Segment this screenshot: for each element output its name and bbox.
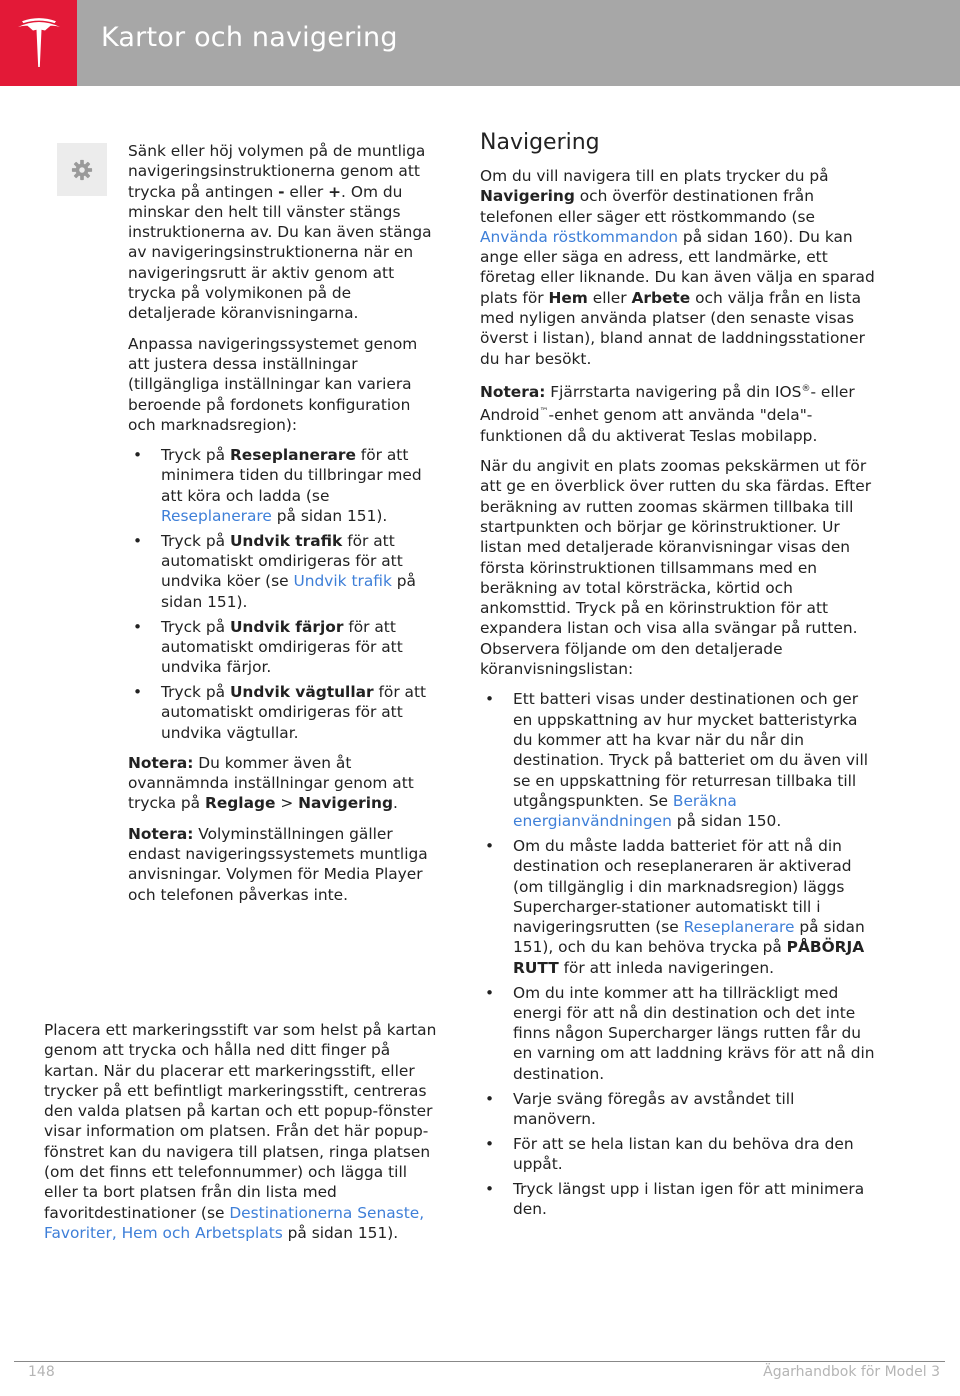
- link-reseplanerare[interactable]: Reseplanerare: [683, 918, 795, 937]
- link-undvik-trafik[interactable]: Undvik trafik: [293, 572, 392, 591]
- note-paragraph: Notera: Du kommer även åt ovannämnda inställningar genom att trycka på Reglage > Navigering.: [128, 753, 414, 813]
- section-heading: Navigering: [480, 130, 600, 155]
- route-overview-paragraph: När du angivit en plats zoomas pekskärmen ut för att ge en överblick över rutten du ska färdas. Efter beräkning av rutten zoomas skärmen tillbaka till startpunkten och börjar ge körinstruktioner. Ur listan med detaljerade köranvisningar visas den första körinstruktionen tillsammans med en beräkning av total körsträcka, körtid och ankomsttid. Tryck på en körinstruktion för att expandera listan och visa alla svängar på rutten. Observera följande om den detaljerade köranvisningslistan:: [480, 457, 872, 679]
- note-paragraph: Notera: Fjärrstarta navigering på din IOS®- eller Android™-enhet genom att använda "dela"-funktionen då du aktiverat Teslas mobilapp.: [480, 383, 855, 445]
- page-header: [0, 0, 960, 86]
- marker-pin-paragraph: Placera ett markeringsstift var som helst på kartan genom att trycka och hålla ned ditt finger på kartan. När du placerar ett markeringsstift, eller trycker på ett befintligt markeringsstift, centreras den valda platsen på kartan och ett popup-fönster visar information om platsen. Från det här popup-fönstret kan du navigera till platsen, ringa platsen (om det finns ett telefonnummer) och lägga till eller ta bort platsen från din lista med favoritdestinationer (se Destinationerna Senaste, Favoriter, Hem och Arbetsplats på sidan 151).: [44, 1021, 437, 1242]
- list-item: • Tryck längst upp i listan igen för att minimera den.: [480, 1179, 880, 1220]
- list-item: • Ett batteri visas under destinationen och ger en uppskattning av hur mycket batteristyrka du kommer att ha kvar när du når din destination. Tryck på batteriet om du även vill se en uppskattning för returresan tillbaka till utgångspunkten. Se Beräkna energianvändningen på sidan 150.: [480, 689, 880, 831]
- link-energy-usage[interactable]: Beräkna energianvändningen: [513, 791, 737, 831]
- directions-list: [480, 689, 880, 1219]
- settings-list: [128, 445, 438, 743]
- list-item: • För att se hela listan kan du behöva dra den uppåt.: [480, 1134, 880, 1175]
- footer-title: Ägarhandbok för Model 3: [763, 1364, 940, 1380]
- navigation-section: [480, 128, 880, 1229]
- list-item: • Varje sväng föregås av avståndet till manövern.: [480, 1089, 880, 1130]
- page-number: 148: [28, 1364, 55, 1380]
- link-voice-commands[interactable]: Använda röstkommandon: [480, 227, 679, 246]
- page-title: Kartor och navigering: [101, 22, 398, 53]
- list-item: • Tryck på Undvik färjor för att automatiskt omdirigeras för att undvika färjor.: [128, 617, 438, 678]
- list-item: • Om du inte kommer att ha tillräckligt med energi för att nå din destination och det inte finns någon Supercharger längs rutten får du en varning om att laddning krävs för att nå din destination.: [480, 983, 880, 1084]
- list-item: • Tryck på Undvik vägtullar för att automatiskt omdirigeras för att undvika vägtullar.: [128, 682, 438, 743]
- tesla-logo-icon: [0, 0, 77, 86]
- gear-icon: [57, 143, 107, 196]
- settings-intro-paragraph: Anpassa navigeringssystemet genom att justera dessa inställningar (tillgängliga inställningar kan variera beroende på fordonets konfiguration och marknadsregion):: [128, 334, 418, 434]
- navigation-intro-paragraph: Om du vill navigera till en plats trycker du på Navigering och överför destinationen från telefonen eller säger ett röstkommando (se Använda röstkommandon på sidan 160). Du kan ange eller säga en adress, ett landmärke, ett företag eller liknande. Du kan även välja en sparad plats för Hem eller Arbete och välja från en lista med nyligen använda platser (den senaste visas överst i listan), bland annat de laddningsstationer du har besökt.: [480, 167, 875, 368]
- list-item: • Tryck på Reseplanerare för att minimera tiden du tillbringar med att köra och ladda (se Reseplanerare på sidan 151).: [128, 445, 438, 526]
- volume-instructions-section: [128, 141, 438, 915]
- volume-paragraph: Sänk eller höj volymen på de muntliga navigeringsinstruktionerna genom att trycka på antingen - eller +. Om du minskar den helt till vänster stängs instruktionerna av. Du kan även stänga av navigeringsinstruktionerna när en navigeringsrutt är aktiv genom att trycka på volymikonen på de detaljerade köranvisningarna.: [128, 142, 432, 323]
- link-reseplanerare[interactable]: Reseplanerare: [161, 507, 272, 526]
- list-item: • Om du måste ladda batteriet för att nå din destination och reseplaneraren är aktiverad (om tillgänglig i din marknadsregion) läggs Supercharger-stationer automatiskt till i navigeringsrutten (se Reseplanerare på sidan 151), och du kan behöva trycka på PÅBÖRJA RUTT för att inleda navigeringen.: [480, 836, 880, 978]
- marker-pin-section: [44, 1020, 444, 1253]
- footer-divider: [14, 1361, 945, 1362]
- link-destinations[interactable]: Destinationerna Senaste, Favoriter, Hem och Arbetsplats: [44, 1203, 425, 1242]
- list-item: • Tryck på Undvik trafik för att automatiskt omdirigeras för att undvika köer (se Undvik trafik på sidan 151).: [128, 531, 438, 612]
- note-paragraph: Notera: Volyminställningen gäller endast navigeringssystemets muntliga anvisningar. Volymen för Media Player och telefonen påverkas inte.: [128, 824, 428, 904]
